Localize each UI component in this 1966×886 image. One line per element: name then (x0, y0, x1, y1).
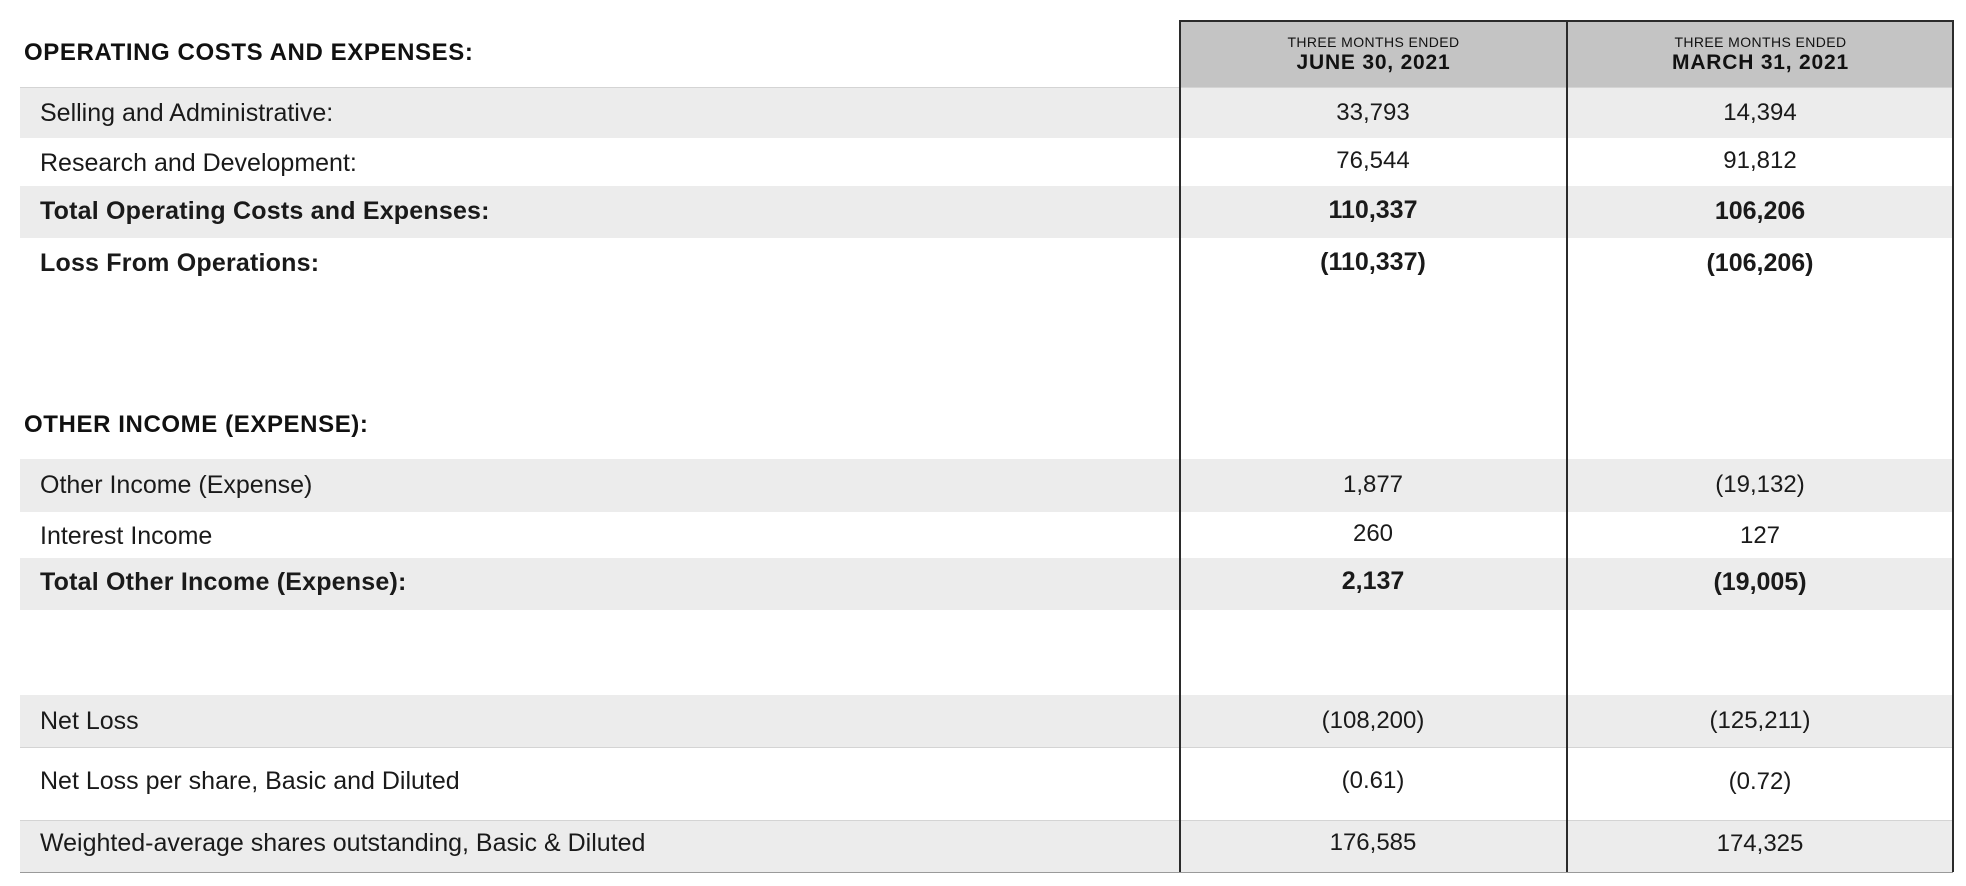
row-value: 33,793 (1336, 99, 1410, 126)
column-header-march-2021 (1567, 21, 1954, 87)
row-value-total: (110,337) (1320, 248, 1426, 276)
column-period-label: THREE MONTHS ENDED (1674, 34, 1847, 50)
row-value: 14,394 (1723, 99, 1797, 126)
row-value: (19,132) (1715, 471, 1805, 498)
row-label-total: Total Operating Costs and Expenses: (40, 197, 490, 225)
row-value: (0.61) (1341, 767, 1405, 794)
row-value-total: (19,005) (1713, 568, 1807, 596)
row-label: Weighted-average shares outstanding, Basic & Diluted (40, 829, 646, 857)
row-value: 1,877 (1342, 471, 1404, 498)
section-heading-other-income: OTHER INCOME (EXPENSE): (24, 411, 369, 438)
row-value: (108,200) (1321, 707, 1425, 734)
row-value: (125,211) (1709, 707, 1811, 734)
row-value: 176,585 (1329, 829, 1417, 856)
row-divider (20, 747, 1953, 748)
row-value: 260 (1352, 520, 1394, 547)
row-value: (0.72) (1728, 768, 1792, 795)
section-heading-operating: OPERATING COSTS AND EXPENSES: (24, 39, 474, 66)
row-divider (20, 87, 1953, 88)
row-value: 127 (1739, 522, 1781, 549)
column-date-label: JUNE 30, 2021 (1296, 51, 1451, 74)
row-divider (20, 872, 1953, 873)
row-value: 174,325 (1716, 830, 1804, 857)
row-label: Interest Income (40, 522, 213, 550)
row-label: Selling and Administrative: (40, 99, 334, 127)
row-value-total: 106,206 (1714, 197, 1806, 225)
column-header-june-2021 (1180, 21, 1567, 87)
row-value-total: 110,337 (1328, 196, 1418, 224)
row-divider (20, 820, 1953, 821)
row-value: 91,812 (1723, 147, 1797, 174)
row-value-total: (106,206) (1706, 249, 1814, 277)
row-label: Net Loss (40, 707, 139, 735)
row-value-total: 2,137 (1341, 567, 1405, 595)
row-label: Net Loss per share, Basic and Diluted (40, 767, 460, 795)
row-label: Research and Development: (40, 149, 357, 177)
row-label: Other Income (Expense) (40, 471, 313, 499)
row-value: 76,544 (1336, 147, 1410, 174)
row-label-total: Total Other Income (Expense): (40, 568, 407, 596)
column-period-label: THREE MONTHS ENDED (1287, 34, 1460, 50)
row-label-total: Loss From Operations: (40, 249, 320, 277)
column-date-label: MARCH 31, 2021 (1672, 51, 1849, 74)
